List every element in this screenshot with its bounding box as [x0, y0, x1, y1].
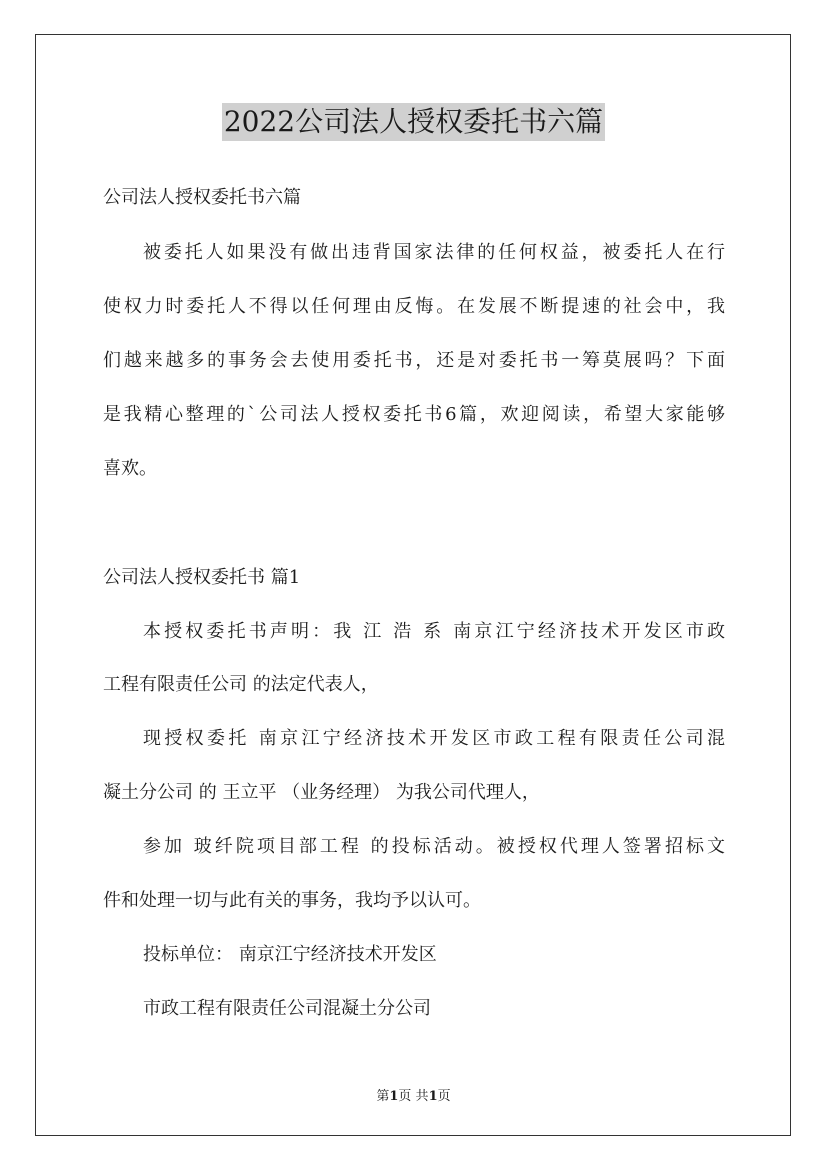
bid-unit-line-1: 投标单位： 南京江宁经济技术开发区	[143, 944, 437, 965]
section-heading: 公司法人授权委托书 篇1	[103, 567, 301, 588]
footer-prefix: 第	[376, 1089, 390, 1104]
intro-line-4: 是我精心整理的`公司法人授权委托书6篇，欢迎阅读，希望大家能够	[103, 404, 725, 425]
document-subtitle: 公司法人授权委托书六篇	[103, 187, 301, 208]
footer-page-number: 1	[389, 1089, 399, 1104]
footer-middle: 页 共	[398, 1089, 429, 1104]
para1-line-1: 本授权委托书声明：我 江 浩 系 南京江宁经济技术开发区市政	[143, 621, 725, 642]
para1-line-2: 工程有限责任公司 的法定代表人，	[103, 674, 379, 695]
page-footer	[0, 1085, 827, 1104]
para3-line-1: 参加 玻纤院项目部工程 的投标活动。被授权代理人签署招标文	[143, 836, 725, 857]
intro-line-2: 使权力时委托人不得以任何理由反悔。在发展不断提速的社会中，我	[103, 296, 725, 317]
document-title: 2022公司法人授权委托书六篇	[222, 103, 605, 141]
intro-line-1: 被委托人如果没有做出违背国家法律的任何权益，被委托人在行	[143, 242, 725, 263]
para2-line-2: 凝土分公司 的 王立平 （业务经理） 为我公司代理人，	[103, 782, 540, 803]
para3-line-2: 件和处理一切与此有关的事务，我均予以认可。	[103, 890, 481, 911]
title-container	[0, 103, 827, 141]
bid-unit-line-2: 市政工程有限责任公司混凝土分公司	[143, 998, 431, 1019]
footer-suffix: 页	[437, 1089, 451, 1104]
intro-line-5: 喜欢。	[103, 458, 157, 479]
para2-line-1: 现授权委托 南京江宁经济技术开发区市政工程有限责任公司混	[143, 728, 725, 749]
intro-line-3: 们越来越多的事务会去使用委托书，还是对委托书一筹莫展吗？下面	[103, 350, 725, 371]
footer-total-pages: 1	[428, 1089, 438, 1104]
